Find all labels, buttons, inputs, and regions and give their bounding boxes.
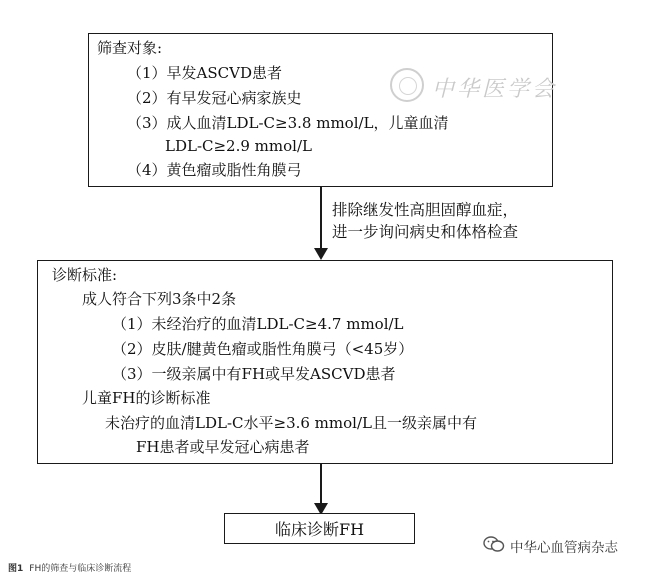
figure-caption [8, 561, 131, 574]
screening-title: 筛查对象: [97, 39, 163, 57]
screening-box [88, 33, 553, 187]
flow-arrow-shaft [320, 187, 322, 251]
screening-item: （1）早发ASCVD患者 [127, 64, 282, 82]
criteria-box [37, 260, 613, 464]
criteria-item: （2）皮肤/腱黄色瘤或脂性角膜弓（<45岁） [112, 340, 414, 358]
criteria-title: 诊断标准: [52, 266, 118, 284]
flow-arrow-shaft [320, 464, 322, 506]
child-criteria-heading: 儿童FH的诊断标准 [82, 389, 211, 407]
adult-criteria-heading: 成人符合下列3条中2条 [82, 290, 237, 308]
screening-item: （4）黄色瘤或脂性角膜弓 [127, 161, 302, 179]
child-criteria-text-continued: FH患者或早发冠心病患者 [136, 438, 310, 456]
society-seal-logo [390, 68, 424, 102]
child-criteria-text: 未治疗的血清LDL-C水平≥3.6 mmol/L且一级亲属中有 [105, 414, 477, 432]
figure-caption-text: FH的筛查与临床诊断流程 [29, 564, 132, 574]
result-box [224, 513, 415, 544]
arrow-label-line: 进一步询问病史和体格检查 [332, 223, 519, 241]
wechat-icon [483, 535, 505, 553]
screening-item: （2）有早发冠心病家族史 [127, 89, 302, 107]
flow-arrowhead [314, 248, 328, 260]
screening-item: （3）成人血清LDL-C≥3.8 mmol/L，儿童血清 [127, 114, 449, 132]
journal-brand: 中华心血管病杂志 [510, 540, 618, 556]
criteria-item: （1）未经治疗的血清LDL-C≥4.7 mmol/L [112, 315, 404, 333]
result-label: 临床诊断FH [274, 520, 365, 539]
figure-number: 图1 [8, 564, 24, 574]
screening-item-continued: LDL-C≥2.9 mmol/L [165, 137, 312, 155]
criteria-item: （3）一级亲属中有FH或早发ASCVD患者 [112, 365, 396, 383]
watermark-text: 中华医学会 [432, 77, 558, 102]
arrow-label-line: 排除继发性高胆固醇血症， [332, 201, 519, 219]
